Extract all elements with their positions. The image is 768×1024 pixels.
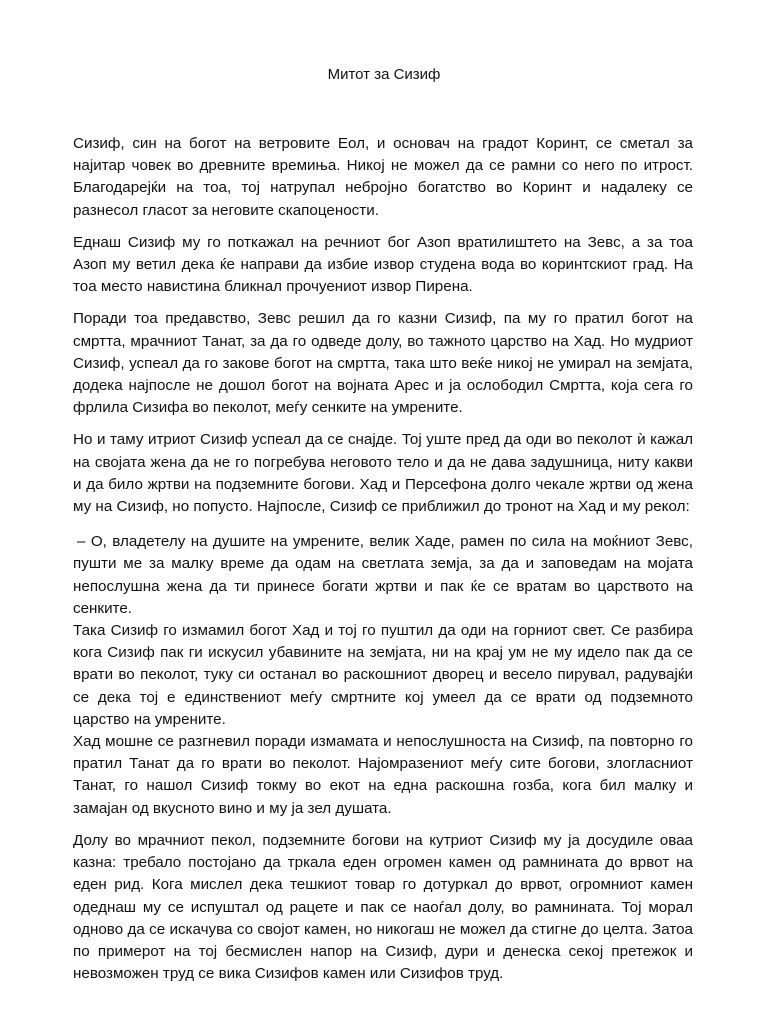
paragraph-7: Хад мошне се разгневил поради измамата и непослушноста на Сизиф, па повторно го пратил Танат да го врати во пеколот. Најомразениот меѓу сите богови, злогласниот Танат, го нашол Сизиф токму во екот на една раскошна гозба, кога бил малку и замајан од вкусното вино и му ја зел душата.: [73, 733, 693, 817]
paragraph-6: Така Сизиф го измамил богот Хад и тој го пуштил да оди на горниот свет. Се разбира кога Сизиф пак ги искусил убавините на земјата, ни на крај ум не му идело пак да се врати во пеколот, туку си останал во раскошниот дворец и весело пирувал, радувајќи се дека тој е единствениот меѓу смртните кој умеел да се врати од подземното царство на умрените.: [73, 622, 693, 728]
paragraph-1: Сизиф, син на богот на ветровите Еол, и основач на градот Коринт, се сметал за најитар човек во древните времиња. Никој не можел да се рамни со него по итрост. Благодарејќи на тоа, тој натрупал небројно богатство во Коринт и надалеку се разнесол гласот за неговите скапоцености.: [73, 135, 693, 219]
paragraph-2: Еднаш Сизиф му го поткажал на речниот бог Азоп вратилиштето на Зевс, а за тоа Азоп му ветил дека ќе направи да избие извор студена вода во коринтскиот град. На тоа место навистина бликнал прочуениот извор Пирена.: [73, 233, 693, 296]
document-title: Митот за Сизиф: [327, 66, 441, 83]
document-body: [73, 133, 693, 985]
paragraph-3: Поради тоа предавство, Зевс решил да го казни Сизиф, па му го пратил богот на смртта, мрачниот Танат, за да го одведе долу, во тажното царство на Хад. Но мудриот Сизиф, успеал да го закове богот на смртта, така што веќе никој не умирал на земјата, додека најпосле не дошол богот на војната Арес и ја ослободил Смртта, која сега го фрлила Сизифа во пеколот, меѓу сенките на умрените.: [73, 310, 693, 417]
paragraph-5-dialogue: – О, владетелу на душите на умрените, велик Хаде, рамен по сила на моќниот Зевс, пушти ме за малку време да одам на светлата земја, за да и заповедам на мојата непослушна жена да ти принесе богати жртви и пак ќе се вратам во царството на сенките.: [73, 533, 693, 617]
paragraph-4: Но и таму итриот Сизиф успеал да се снајде. Тој уште пред да оди во пеколот ѝ кажал на својата жена да не го погребува неговото тело и да не дава задушница, ниту какви и да било жртви на подземните богови. Хад и Персефона долго чекале жртви од жена му на Сизиф, но попусто. Најпосле, Сизиф се приближил до тронот на Хад и му рекол:: [73, 431, 693, 516]
paragraph-8: Долу во мрачниот пекол, подземните богови на кутриот Сизиф му ја досудиле оваа казна: требало постојано да тркала еден огромен камен од рамнината до врвот на еден рид. Кога мислел дека тешкиот товар го дотуркал до врвот, огромниот камен одеднаш му се испуштал од рацете и пак се наоѓал долу, во рамнината. Тој морал одново да се искачува со својот камен, но никогаш не можел да стигне до целта. Затоа по примерот на тој бесмислен напор на Сизиф, дури и денеска секој претежок и невозможен труд се вика Сизифов камен или Сизифов труд.: [73, 831, 693, 983]
